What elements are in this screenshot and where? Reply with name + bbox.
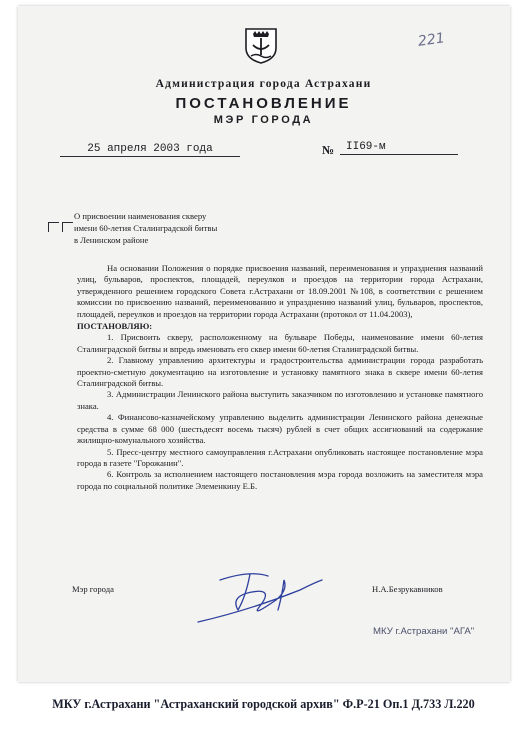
- decree-item: 3. Администрации Ленинского района выступить заказчиком по изготовлению и установке памятного знака.: [77, 389, 483, 411]
- document-title: ПОСТАНОВЛЕНИЕ: [175, 95, 352, 112]
- signer-role: Мэр города: [72, 584, 114, 594]
- decree-item: 5. Пресс-центру местного самоуправления г.Астрахани опубликовать настоящее постановление мэра города в газете "Горожанин".: [77, 446, 483, 468]
- handwritten-signature-icon: [190, 566, 330, 626]
- subject-line: О присвоении наименования скверу: [74, 211, 207, 221]
- subject-line: имени 60-летия Сталинградской битвы: [74, 223, 218, 233]
- document-date: 25 апреля 2003 года: [60, 143, 240, 157]
- decree-item: 6. Контроль за исполнением настоящего постановления мэра города возложить на заместителя мэра города по социальной политике Элеменкину Е.Б.: [77, 469, 483, 491]
- document-body: [77, 263, 483, 492]
- archive-footer: МКУ г.Астрахани "Астраханский городской архив" Ф.Р-21 Оп.1 Д.733 Л.220: [52, 697, 475, 711]
- archive-stamp: МКУ г.Астрахани "АГА": [373, 626, 475, 637]
- administration-name: Администрация города Астрахани: [155, 78, 372, 90]
- subject-bracket-mark: [62, 222, 73, 232]
- subject-bracket-mark: [48, 222, 59, 232]
- number-sign: №: [322, 143, 335, 157]
- decree-item: 4. Финансово-казначейскому управлению выделить администрации Ленинского района денежные средства в сумме 68 000 (шестьдесят восемь тысяч) рублей в счет общих ассигнований на содержание жилищно-комунального хозяйства.: [77, 412, 483, 446]
- decree-item: 1. Присвоить скверу, расположенному на бульваре Победы, наименование имени 60-летия Сталинградской битвы и впредь именовать его сквер имени 60-летия Сталинградской битвы.: [77, 332, 483, 354]
- preamble-paragraph: На основании Положения о порядке присвоения названий, переименования и упразднения названий улиц, бульваров, проспектов, площадей, переулков и проездов на территории города Астрахани, утвержденного решением городского Совета г.Астрахани от 18.09.2001 №108, в соответствии с решением комиссии по присвоению названий, переименованию и упразднению названий улиц, бульваров, проспектов, площадей, переулков и проездов на территории города Астрахани (протокол от 11.04.2003),: [77, 263, 483, 319]
- document-number: II69-м: [340, 141, 458, 155]
- resolve-header: ПОСТАНОВЛЯЮ:: [77, 321, 153, 332]
- handwritten-number: 221: [417, 30, 446, 50]
- signer-name: Н.А.Безрукавников: [372, 584, 443, 594]
- city-coat-of-arms-icon: [244, 26, 278, 64]
- document-subtitle: МЭР ГОРОДА: [213, 114, 314, 126]
- decree-item: 2. Главному управлению архитектуры и градостроительства администрации города разработать проектно-сметную документацию на изготовление и установку памятного знака в сквере имени 60-летия Сталинградской битвы.: [77, 355, 483, 389]
- subject-line: в Ленинском районе: [74, 235, 149, 245]
- subject-block: [74, 210, 217, 246]
